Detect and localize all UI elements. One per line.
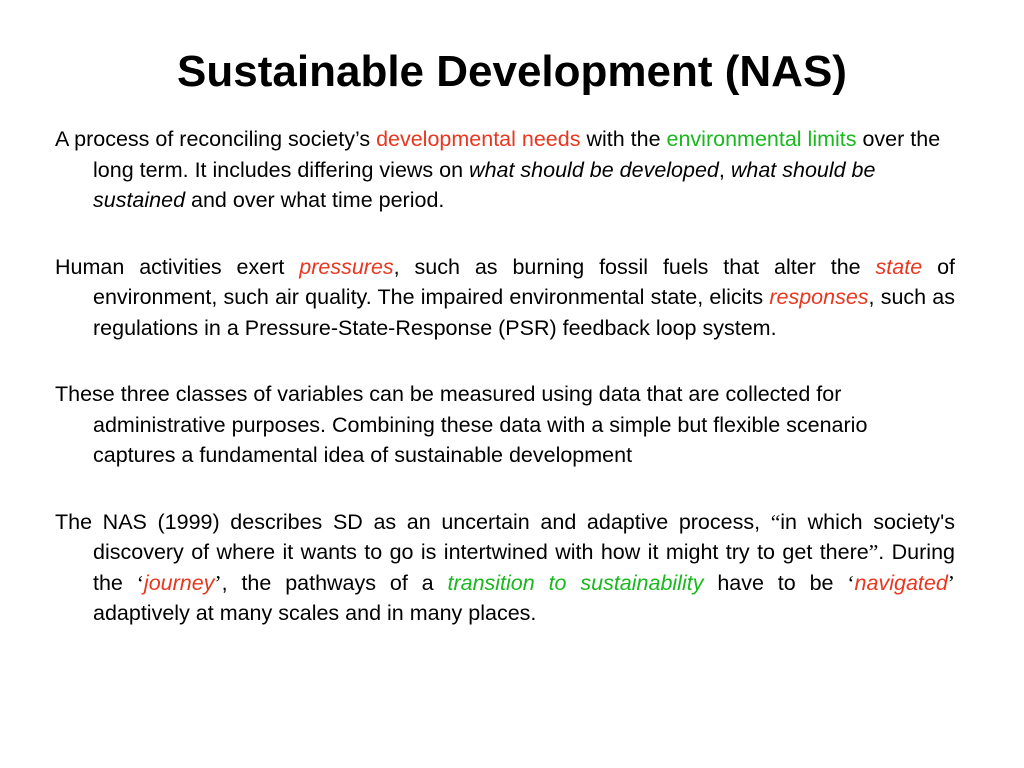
paragraph-psr <box>55 252 955 344</box>
slide-title: Sustainable Development (NAS) <box>177 47 847 96</box>
text-segment: . During the <box>93 540 955 595</box>
text-segment: Human activities exert <box>55 254 300 279</box>
quote-open: “ <box>770 509 781 534</box>
text-segment: , the pathways of a <box>221 570 448 595</box>
highlight-navigated: navigated <box>854 570 948 595</box>
highlight-pressures: pressures <box>299 254 394 279</box>
text-segment: The NAS (1999) describes SD as an uncertain and adaptive process, <box>55 509 771 534</box>
highlight-state: state <box>875 254 923 279</box>
highlight-transition-to-sustainability: transition to sustainability <box>447 570 704 595</box>
text-segment: have to be <box>703 570 848 595</box>
text-segment: with the <box>580 127 667 151</box>
highlight-journey: journey <box>143 570 215 595</box>
quote-open: ‘ <box>136 570 144 595</box>
paragraph-nas <box>55 507 955 629</box>
quotation: in which society's discovery of where it wants to go is intertwined with how it might try to get there <box>93 509 955 564</box>
text-segment: over the long term. It includes differing views on <box>93 127 941 182</box>
text-segment: A process of reconciling society’s <box>55 127 377 151</box>
highlight-developmental-needs: developmental needs <box>376 127 581 151</box>
text-segment: , such as burning fossil fuels that alter the <box>393 254 876 279</box>
quote-close: ’ <box>214 570 222 595</box>
italic-what-sustained: what should be sustained <box>93 157 876 212</box>
italic-what-developed: what should be developed <box>469 157 719 182</box>
slide-body <box>55 124 955 665</box>
text-segment: and over what time period. <box>185 188 445 212</box>
quote-open: ‘ <box>847 570 855 595</box>
paragraph-definition <box>55 124 955 216</box>
text-segment: of environment, such air quality. The impaired environmental state, elicits <box>93 254 956 309</box>
text-segment: adaptively at many scales and in many places. <box>93 601 537 625</box>
quote-close: ” <box>868 540 879 564</box>
paragraph-variables <box>55 379 955 471</box>
highlight-environmental-limits: environmental limits <box>666 127 857 151</box>
text-segment: , such as regulations in a Pressure-State-Response (PSR) feedback loop system. <box>93 285 956 340</box>
highlight-responses: responses <box>769 285 869 309</box>
quote-close: ’ <box>947 570 955 595</box>
text-segment: These three classes of variables can be measured using data that are collected for administrative purposes. Combining these data with a simple but flexible scenario captures a fundamental idea of sustainable development <box>55 382 868 467</box>
text-segment: , <box>718 157 731 182</box>
